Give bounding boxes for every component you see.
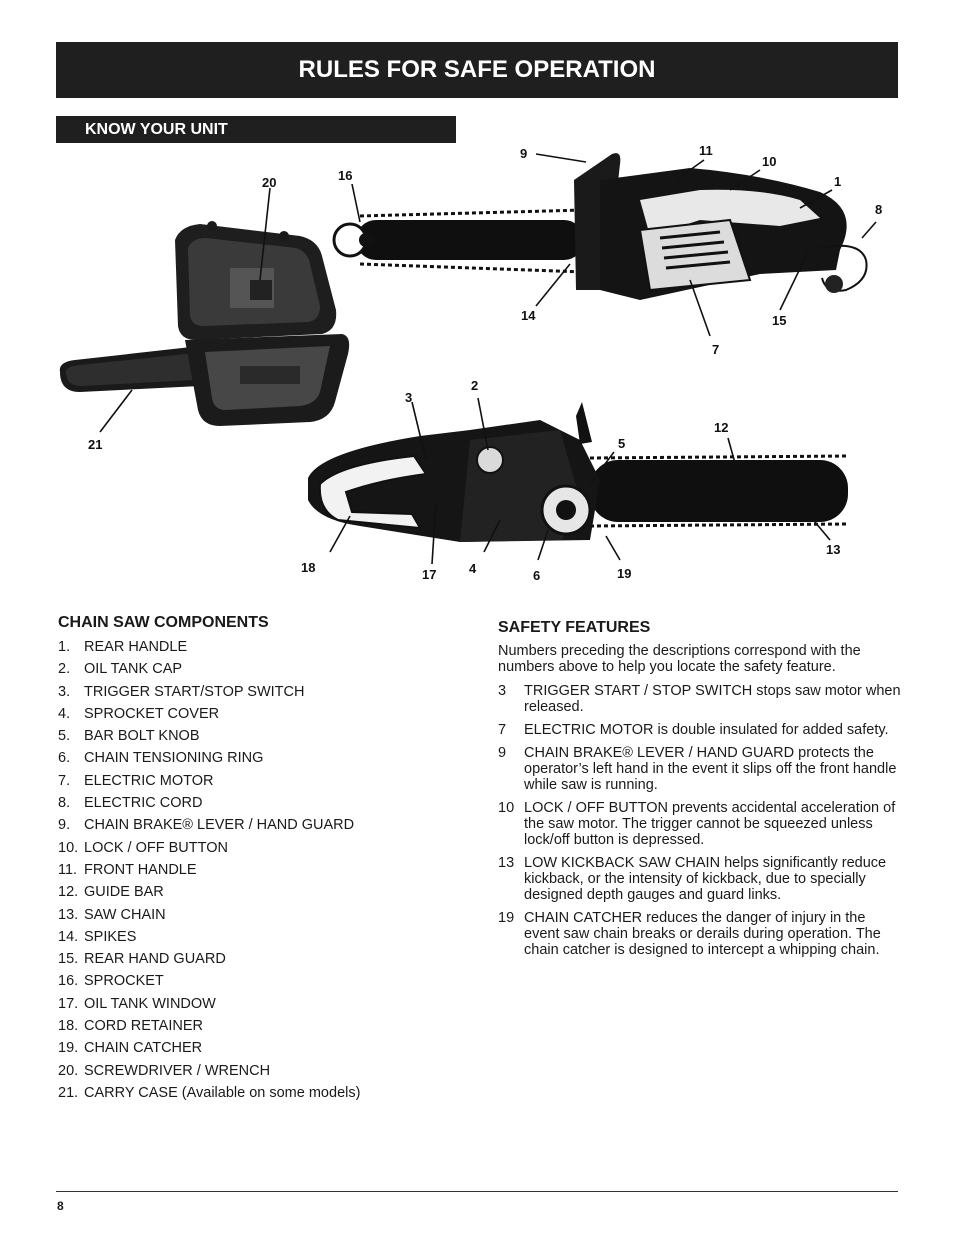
safety-item-number: 3 (498, 683, 507, 699)
safety-item-text: LOCK / OFF BUTTON prevents accidental acceleration of the saw motor. The trigger cannot be squeezed unless lock/off button is depressed. (524, 800, 896, 848)
item-number: 20. (58, 1062, 79, 1079)
callout-14: 14 (521, 308, 536, 323)
list-item (58, 1082, 458, 1104)
item-label: SPROCKET (84, 973, 164, 990)
callout-17: 17 (422, 567, 437, 582)
item-number: 11. (58, 861, 78, 878)
safety-item (498, 745, 903, 793)
safety-heading: SAFETY FEATURES (498, 619, 651, 636)
list-item (58, 837, 458, 859)
item-number: 2. (58, 661, 71, 678)
list-item (58, 636, 458, 658)
safety-item-number: 9 (498, 745, 507, 761)
item-label: ELECTRIC CORD (84, 795, 203, 812)
safety-item-number: 13 (498, 855, 515, 871)
item-number: 4. (58, 705, 71, 722)
list-item (58, 770, 458, 792)
item-label: REAR HANDLE (84, 639, 188, 655)
list-item (58, 859, 458, 881)
safety-features-section (498, 619, 903, 965)
list-item (58, 993, 458, 1015)
safety-item-text: CHAIN BRAKE® LEVER / HAND GUARD protects the operator’s left hand in the event it slips off the front handle while saw is running. (524, 745, 897, 793)
item-number: 16. (58, 973, 79, 990)
top-chainsaw-illustration (334, 153, 867, 300)
item-label: SPROCKET COVER (84, 705, 220, 722)
item-number: 18. (58, 1018, 79, 1035)
item-number: 14. (58, 928, 79, 945)
list-item (58, 970, 458, 992)
item-number: 13. (58, 906, 79, 923)
components-list (58, 636, 458, 1104)
bottom-chainsaw-illustration (308, 402, 848, 542)
list-item (58, 747, 458, 769)
list-item (58, 1060, 458, 1082)
callout-2: 2 (471, 378, 479, 393)
callout-4: 4 (469, 561, 477, 576)
safety-item-text: ELECTRIC MOTOR is double insulated for added safety. (524, 722, 889, 738)
page-number: 8 (57, 1199, 64, 1213)
list-item (58, 792, 458, 814)
list-item (58, 725, 458, 747)
callout-20: 20 (262, 175, 277, 190)
safety-item-number: 19 (498, 910, 515, 926)
callout-5: 5 (618, 436, 626, 451)
item-label: OIL TANK CAP (84, 661, 183, 678)
item-number: 5. (58, 728, 71, 745)
safety-item (498, 800, 903, 848)
list-item (58, 904, 458, 926)
item-label: BAR BOLT KNOB (84, 728, 200, 745)
components-heading: CHAIN SAW COMPONENTS (58, 614, 269, 631)
callout-6: 6 (533, 568, 541, 583)
item-label: CORD RETAINER (84, 1018, 203, 1035)
item-label: CHAIN BRAKE® LEVER / HAND GUARD (84, 817, 355, 834)
item-number: 21. (58, 1084, 79, 1101)
know-your-unit-heading: KNOW YOUR UNIT (56, 116, 456, 143)
callout-21: 21 (88, 437, 103, 452)
safety-item-number: 10 (498, 800, 515, 816)
safety-item-text: LOW KICKBACK SAW CHAIN helps significantly reduce kickback, or the intensity of kickback, due to specially designed depth gauges and guard links. (524, 855, 887, 903)
safety-intro: Numbers preceding the descriptions correspond with the numbers above to help you locate the safety feature. (498, 643, 861, 675)
item-number: 9. (58, 817, 71, 834)
callout-11: 11 (699, 143, 713, 158)
callout-18: 18 (301, 560, 316, 575)
item-label: REAR HAND GUARD (84, 951, 226, 968)
item-label: CHAIN CATCHER (84, 1040, 203, 1057)
item-number: 1. (58, 639, 71, 655)
callout-10: 10 (762, 154, 777, 169)
callout-19: 19 (617, 566, 632, 581)
item-label: FRONT HANDLE (84, 861, 197, 878)
item-label: TRIGGER START/STOP SWITCH (84, 683, 305, 700)
item-number: 7. (58, 772, 71, 789)
chain-saw-components-section (58, 614, 458, 1104)
list-item (58, 948, 458, 970)
item-number: 15. (58, 951, 79, 968)
list-item (58, 1015, 458, 1037)
callout-7: 7 (712, 342, 720, 357)
item-number: 17. (58, 995, 79, 1012)
list-item (58, 658, 458, 680)
footer-divider (56, 1191, 898, 1192)
safety-item (498, 855, 903, 903)
callout-3: 3 (405, 390, 413, 405)
item-label: CHAIN TENSIONING RING (84, 750, 264, 767)
callout-15: 15 (772, 313, 787, 328)
item-number: 10. (58, 839, 79, 856)
carry-case-illustration (60, 221, 349, 426)
list-item (58, 1037, 458, 1059)
item-label: GUIDE BAR (84, 884, 164, 901)
list-item (58, 881, 458, 903)
item-label: SPIKES (84, 928, 137, 945)
safety-item-text: CHAIN CATCHER reduces the danger of injury in the event saw chain breaks or derails during operation. The chain catcher is designed to intercept a whipping chain. (524, 910, 881, 958)
page-title: RULES FOR SAFE OPERATION (56, 42, 898, 98)
item-label: CARRY CASE (Available on some models) (84, 1084, 361, 1101)
callout-1: 1 (834, 174, 842, 189)
callout-12: 12 (714, 420, 729, 435)
item-number: 19. (58, 1040, 79, 1057)
item-label: LOCK / OFF BUTTON (84, 839, 228, 856)
callout-13: 13 (826, 542, 841, 557)
safety-item-text: TRIGGER START / STOP SWITCH stops saw motor when released. (524, 683, 901, 715)
safety-item-number: 7 (498, 722, 507, 738)
item-label: SCREWDRIVER / WRENCH (84, 1062, 271, 1079)
item-number: 12. (58, 884, 79, 901)
item-number: 3. (58, 683, 71, 700)
list-item (58, 926, 458, 948)
item-label: SAW CHAIN (84, 906, 166, 923)
safety-item (498, 722, 903, 738)
callout-8: 8 (875, 202, 883, 217)
item-number: 6. (58, 750, 71, 767)
safety-item (498, 910, 903, 958)
callout-16: 16 (338, 168, 353, 183)
item-label: ELECTRIC MOTOR (84, 772, 214, 789)
list-item (58, 681, 458, 703)
safety-item (498, 683, 903, 715)
list-item (58, 703, 458, 725)
chainsaw-diagram (0, 140, 954, 600)
list-item (58, 814, 458, 836)
item-number: 8. (58, 795, 71, 812)
callout-9: 9 (520, 146, 528, 161)
item-label: OIL TANK WINDOW (84, 995, 216, 1012)
